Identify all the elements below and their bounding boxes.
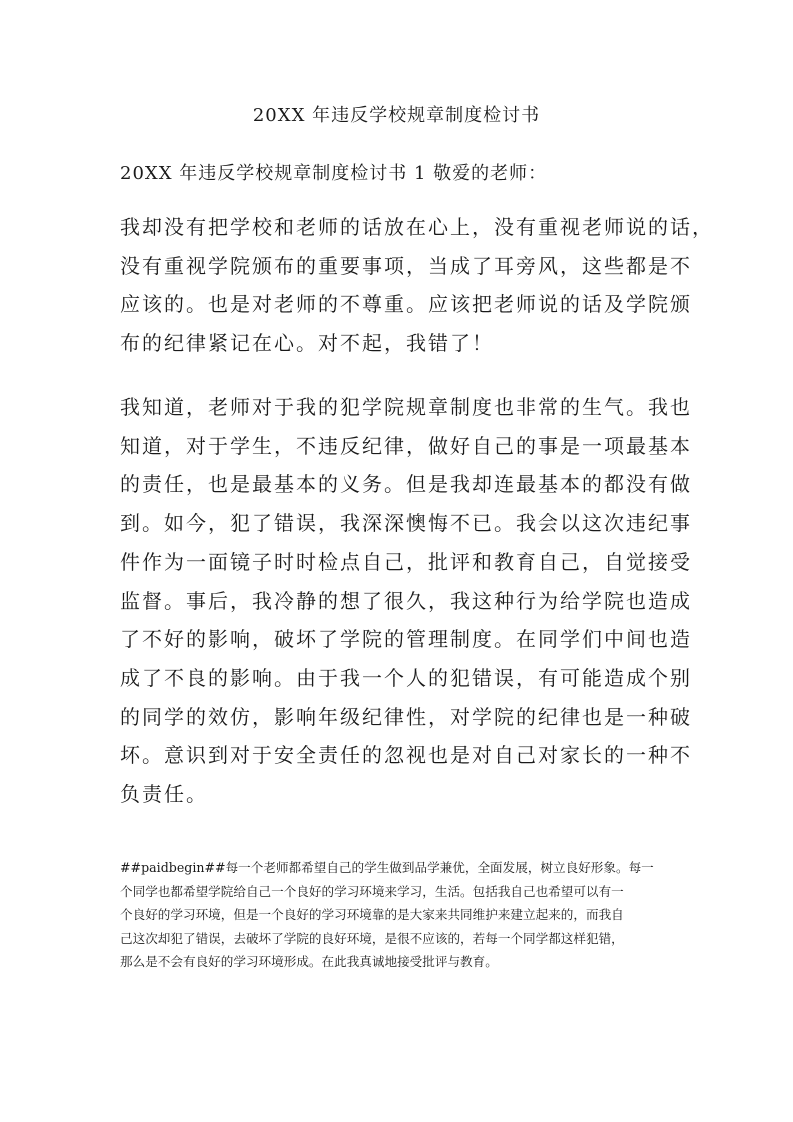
paragraph-line: 没有重视学院颁布的重要事项，当成了耳旁风，这些都是不: [120, 253, 692, 278]
document-subtitle: 20XX 年违反学校规章制度检讨书 1 敬爱的老师：: [120, 163, 548, 184]
paragraph-line: 布的纪律紧记在心。对不起，我错了！: [120, 331, 494, 356]
small-print-line: ##paidbegin##每一个老师都希望自己的学生做到品学兼优，全面发展，树立良好形象。每一: [120, 860, 654, 875]
paragraph-2: [120, 388, 692, 814]
paragraph-line: 了不好的影响，破坏了学院的管理制度。在同学们中间也造: [120, 627, 692, 652]
document-title: 20XX 年违反学校规章制度检讨书: [252, 105, 541, 126]
paragraph-line: 我却没有把学校和老师的话放在心上，没有重视老师说的话，: [120, 215, 714, 239]
paragraph-line: 成了不良的影响。由于我一个人的犯错误，有可能造成个别: [120, 665, 692, 690]
paragraph-line: 我知道，老师对于我的犯学院规章制度也非常的生气。我也: [120, 395, 692, 419]
paragraph-line: 负责任。: [120, 782, 208, 807]
paragraph-1: [120, 208, 714, 363]
paragraph-line: 知道，对于学生，不违反纪律，做好自己的事是一项最基本: [120, 433, 692, 458]
paragraph-line: 到。如今，犯了错误，我深深懊悔不已。我会以这次违纪事: [120, 511, 692, 536]
paragraph-line: 的同学的效仿，影响年级纪律性，对学院的纪律也是一种破: [120, 704, 692, 729]
small-print-paragraph: [120, 856, 680, 974]
paragraph-line: 的责任，也是最基本的义务。但是我却连最基本的都没有做: [120, 472, 692, 497]
small-print-line: 个良好的学习环境，但是一个良好的学习环境靠的是大家来共同维护来建立起来的，而我自: [120, 907, 624, 923]
paragraph-line: 应该的。也是对老师的不尊重。应该把老师说的话及学院颁: [120, 292, 692, 317]
paragraph-line: 监督。事后，我冷静的想了很久，我这种行为给学院也造成: [120, 588, 692, 613]
paragraph-line: 件作为一面镜子时时检点自己，批评和教育自己，自觉接受: [120, 549, 692, 574]
paragraph-line: 坏。意识到对于安全责任的忽视也是对自己对家长的一种不: [120, 743, 692, 768]
small-print-line: 己这次却犯了错误，去破坏了学院的良好环境，是很不应该的，若每一个同学都这样犯错，: [120, 930, 624, 946]
small-print-line: 那么是不会有良好的学习环境形成。在此我真诚地接受批评与教育。: [120, 954, 498, 970]
small-print-line: 个同学也都希望学院给自己一个良好的学习环境来学习，生活。包括我自己也希望可以有一: [120, 883, 624, 899]
